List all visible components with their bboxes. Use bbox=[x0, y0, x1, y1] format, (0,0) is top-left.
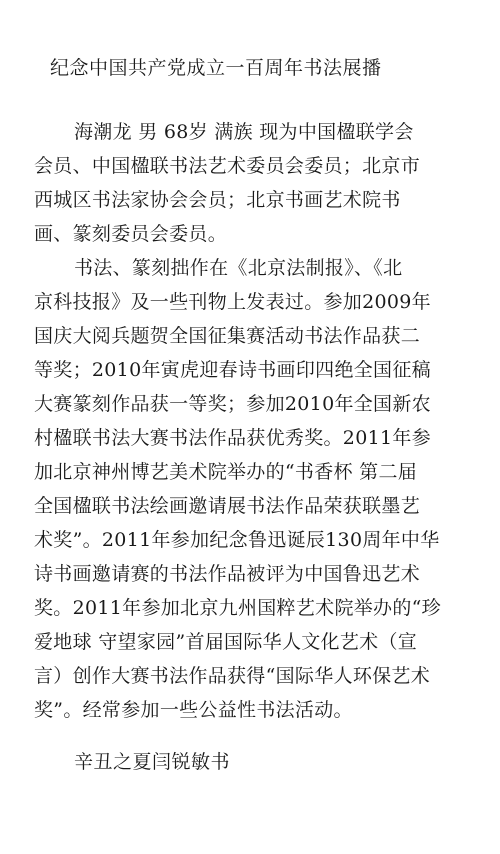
bio-line: 西城区书法家协会会员；北京书画艺术院书 bbox=[34, 189, 401, 211]
bio-line: 海潮龙 男 68岁 满族 现为中国楹联学会 bbox=[74, 121, 414, 143]
achievement-line: 全国楹联书法绘画邀请展书法作品荣获联墨艺 bbox=[34, 495, 421, 517]
achievement-line: 奖”。经常参加一些公益性书法活动。 bbox=[34, 699, 353, 721]
achievement-line: 京科技报》及一些刊物上发表过。参加2009年 bbox=[34, 291, 431, 313]
achievement-line: 书法、篆刻拙作在《北京法制报》、《北 bbox=[74, 257, 403, 279]
achievement-line: 加北京神州博艺美术院举办的“书香杯 第二届 bbox=[34, 461, 418, 483]
signature: 辛丑之夏闫锐敏书 bbox=[74, 751, 231, 773]
achievement-line: 等奖；2010年寅虎迎春诗书画印四绝全国征稿 bbox=[34, 359, 431, 381]
achievement-line: 国庆大阅兵题贺全国征集赛活动书法作品获二 bbox=[34, 325, 421, 347]
achievement-line: 村楹联书法大赛书法作品获优秀奖。2011年参 bbox=[34, 427, 431, 449]
document-title: 纪念中国共产党成立一百周年书法展播 bbox=[50, 57, 382, 79]
achievement-line: 诗书画邀请赛的书法作品被评为中国鲁迅艺术 bbox=[34, 563, 421, 585]
bio-line: 会员、中国楹联书法艺术委员会委员；北京市 bbox=[34, 155, 421, 177]
achievement-line: 大赛篆刻作品获一等奖；参加2010年全国新农 bbox=[34, 393, 431, 415]
achievement-line: 爱地球 守望家园”首届国际华人文化艺术（宣 bbox=[34, 631, 418, 653]
achievement-line: 言）创作大赛书法作品获得“国际华人环保艺术 bbox=[34, 665, 431, 687]
bio-line: 画、篆刻委员会委员。 bbox=[34, 223, 228, 245]
achievement-line: 奖。2011年参加北京九州国粹艺术院举办的“珍 bbox=[34, 597, 441, 619]
achievement-line: 术奖”。2011年参加纪念鲁迅诞辰130周年中华 bbox=[34, 529, 440, 551]
